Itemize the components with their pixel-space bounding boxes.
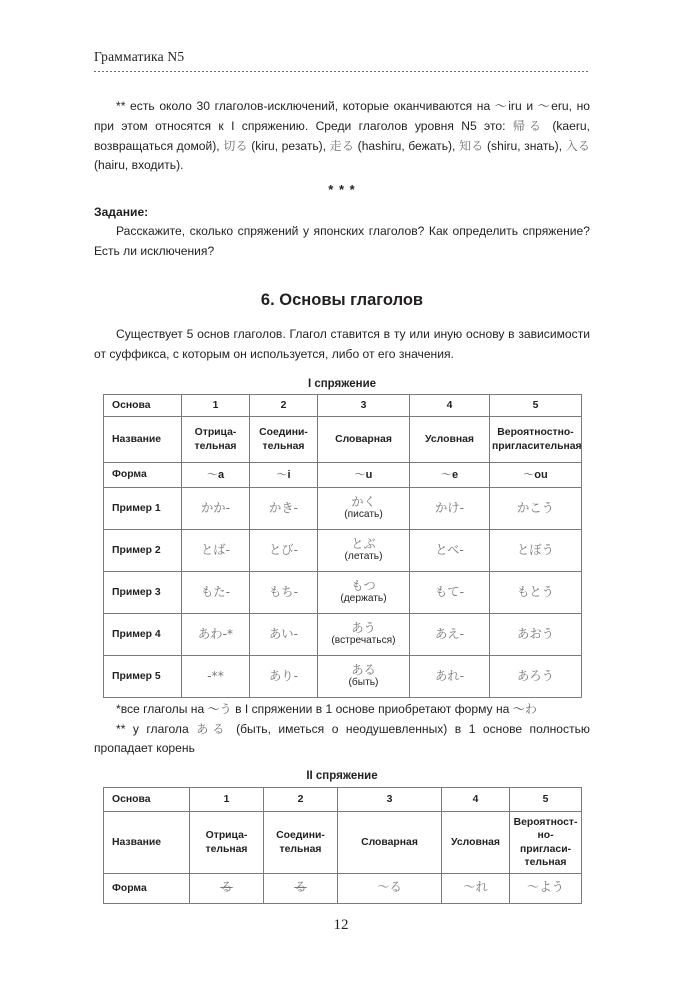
table-cell bbox=[490, 530, 582, 572]
cell-japanese: あれ- bbox=[434, 668, 465, 683]
note-line2b: (kaeru, bbox=[545, 118, 590, 133]
table-cell bbox=[490, 614, 582, 656]
column-number: 2 bbox=[250, 395, 318, 417]
table-cell bbox=[250, 572, 318, 614]
jp-hairu: 入る bbox=[565, 138, 590, 153]
table-cell bbox=[182, 656, 250, 698]
table-cell bbox=[190, 874, 264, 904]
row-label: Форма bbox=[104, 874, 190, 904]
fn1-jp-wa: わ bbox=[524, 702, 537, 716]
exceptions-note-paragraph bbox=[94, 97, 590, 176]
table-cell bbox=[410, 488, 490, 530]
note-line4a: (hairu, входить). bbox=[94, 158, 184, 173]
page-number: 12 bbox=[333, 917, 349, 933]
note-line3b: (kiru, резать), bbox=[247, 138, 330, 153]
column-name: Условная bbox=[442, 812, 510, 874]
table1-caption: I спряжение bbox=[307, 378, 377, 390]
fn1-b: в I спряжении в 1 основе приобретают форму на 〜 bbox=[231, 702, 525, 716]
cell-japanese: もち- bbox=[268, 584, 299, 599]
running-title: Грамматика N5 bbox=[94, 49, 185, 64]
table-row bbox=[104, 395, 582, 417]
note-line3d: (shiru, знать), bbox=[483, 138, 563, 153]
column-number: 1 bbox=[190, 788, 264, 812]
table-row bbox=[104, 530, 582, 572]
footnote-2 bbox=[94, 720, 590, 759]
cell-japanese: ある bbox=[351, 662, 376, 677]
column-number: 5 bbox=[510, 788, 582, 812]
table-cell bbox=[410, 463, 490, 488]
fn2-jp-aru: ある bbox=[196, 721, 229, 736]
cell-japanese: 〜よう bbox=[527, 880, 564, 895]
column-name: Словарная bbox=[338, 812, 442, 874]
table-cell bbox=[318, 614, 410, 656]
column-number: 3 bbox=[318, 395, 410, 417]
row-label: Пример 2 bbox=[104, 530, 182, 572]
table-row bbox=[104, 488, 582, 530]
column-number: 1 bbox=[182, 395, 250, 417]
table-row bbox=[104, 572, 582, 614]
cell-japanese: あえ- bbox=[434, 626, 465, 641]
row-label: Название bbox=[104, 417, 182, 463]
page-header bbox=[94, 50, 590, 72]
cell-japanese: あう bbox=[351, 620, 376, 635]
table-cell bbox=[182, 614, 250, 656]
table-row bbox=[104, 614, 582, 656]
table-cell bbox=[250, 463, 318, 488]
row-label: Пример 4 bbox=[104, 614, 182, 656]
table-cell bbox=[318, 488, 410, 530]
column-number: 2 bbox=[264, 788, 338, 812]
cell-japanese: -** bbox=[207, 668, 224, 683]
fn1-jp-u: う bbox=[219, 702, 232, 716]
cell-japanese: 〜る bbox=[377, 880, 402, 895]
column-number: 4 bbox=[442, 788, 510, 812]
cell-japanese: もつ bbox=[351, 578, 376, 593]
table-cell bbox=[338, 874, 442, 904]
cell-japanese: とび- bbox=[268, 542, 299, 557]
section-intro-paragraph: Существует 5 основ глаголов. Глагол ставится в ту или иную основу в зависимости от суффикса, с которым он используется, либо от его значения. bbox=[94, 327, 590, 361]
table-row bbox=[104, 656, 582, 698]
conjugation-1-table bbox=[103, 394, 582, 698]
cell-japanese: あい- bbox=[268, 626, 299, 641]
row-label: Название bbox=[104, 812, 190, 874]
cell-struck-japanese: る bbox=[294, 880, 307, 895]
table-row bbox=[104, 874, 582, 904]
note-line2a: но при этом относятся к I спряжению. Среди глаголов уровня N5 это: bbox=[94, 99, 590, 133]
table2-caption: II спряжение bbox=[306, 770, 378, 782]
table-cell bbox=[264, 874, 338, 904]
cell-form: 〜a bbox=[206, 467, 225, 481]
row-label: Пример 1 bbox=[104, 488, 182, 530]
cell-japanese: あおう bbox=[517, 626, 554, 641]
cell-form: 〜i bbox=[276, 467, 291, 481]
table-cell bbox=[318, 530, 410, 572]
note-line3c: (hashiru, бежать), bbox=[354, 138, 459, 153]
cell-form: 〜e bbox=[440, 467, 459, 481]
column-name: Соедини- тельная bbox=[264, 812, 338, 874]
fn2-a: ** у глагола bbox=[116, 721, 197, 736]
cell-japanese: かけ- bbox=[434, 500, 465, 515]
table-row bbox=[104, 463, 582, 488]
table-cell bbox=[182, 488, 250, 530]
row-label: Пример 5 bbox=[104, 656, 182, 698]
cell-japanese: もて- bbox=[434, 584, 465, 599]
column-name: Словарная bbox=[318, 417, 410, 463]
column-number: 3 bbox=[338, 788, 442, 812]
table-cell bbox=[318, 656, 410, 698]
asterisk-divider: * * * bbox=[328, 182, 356, 197]
cell-japanese: とぶ bbox=[351, 536, 376, 551]
cell-japanese: かく bbox=[351, 494, 376, 509]
column-name: Вероятност- но-пригласи- тельная bbox=[510, 812, 582, 874]
cell-japanese: あり- bbox=[268, 668, 299, 683]
page-title: 6. Основы глаголов bbox=[260, 291, 424, 309]
row-label: Основа bbox=[104, 788, 190, 812]
footnote-1 bbox=[94, 700, 590, 720]
table-cell bbox=[410, 530, 490, 572]
header-divider-rule bbox=[94, 71, 590, 72]
jp-kaeru: 帰る bbox=[512, 118, 545, 133]
table-cell bbox=[318, 572, 410, 614]
table-cell bbox=[490, 572, 582, 614]
cell-gloss: (быть) bbox=[348, 677, 379, 688]
table-cell bbox=[490, 463, 582, 488]
cell-gloss: (встречаться) bbox=[331, 635, 396, 646]
cell-japanese: とべ- bbox=[435, 542, 464, 557]
column-name: Условная bbox=[410, 417, 490, 463]
cell-struck-japanese: る bbox=[220, 880, 233, 895]
column-name: Соедини- тельная bbox=[250, 417, 318, 463]
cell-gloss: (летать) bbox=[344, 551, 383, 562]
note-line3a: возвращаться домой), bbox=[94, 138, 224, 153]
table-cell bbox=[182, 530, 250, 572]
table-cell bbox=[490, 488, 582, 530]
cell-form: 〜ou bbox=[523, 467, 548, 481]
table-cell bbox=[250, 530, 318, 572]
table-cell bbox=[410, 572, 490, 614]
cell-form: 〜u bbox=[354, 467, 373, 481]
table-cell bbox=[250, 656, 318, 698]
table-cell bbox=[250, 488, 318, 530]
column-number: 5 bbox=[490, 395, 582, 417]
cell-japanese: もた- bbox=[200, 584, 231, 599]
cell-japanese: かか- bbox=[200, 500, 231, 515]
table-cell bbox=[410, 656, 490, 698]
cell-japanese: もとう bbox=[517, 584, 554, 599]
task-label-text: Задание: bbox=[94, 205, 149, 219]
table-cell bbox=[510, 874, 582, 904]
table-row bbox=[104, 417, 582, 463]
table-row bbox=[104, 812, 582, 874]
cell-gloss: (писать) bbox=[344, 509, 383, 520]
table-cell bbox=[182, 463, 250, 488]
cell-japanese: かこう bbox=[517, 500, 554, 515]
table-cell bbox=[318, 463, 410, 488]
column-name: Вероятностно- пригласительная bbox=[490, 417, 582, 463]
cell-japanese: とば- bbox=[200, 542, 231, 557]
jp-hashiru: 走る bbox=[329, 138, 355, 153]
column-name: Отрица- тельная bbox=[190, 812, 264, 874]
table-cell bbox=[410, 614, 490, 656]
fn1-a: *все глаголы на 〜 bbox=[116, 702, 220, 716]
task-question: Расскажите, сколько спряжений у японских глаголов? Как определить спряжение? Есть ли исключения? bbox=[94, 224, 590, 258]
cell-japanese: あわ-* bbox=[197, 626, 234, 641]
column-number: 4 bbox=[410, 395, 490, 417]
jp-shiru: 知る bbox=[458, 138, 484, 153]
row-label: Основа bbox=[104, 395, 182, 417]
fn2-b: (быть, иметься о неодушевленных) в 1 основе полностью пропадает корень bbox=[94, 721, 590, 756]
table-cell bbox=[250, 614, 318, 656]
table1-body bbox=[104, 395, 582, 698]
table-cell bbox=[442, 874, 510, 904]
row-label: Форма bbox=[104, 463, 182, 488]
cell-japanese: 〜れ bbox=[463, 880, 488, 895]
table-row bbox=[104, 788, 582, 812]
table-cell bbox=[182, 572, 250, 614]
note-line1: ** есть около 30 глаголов-исключений, которые оканчиваются на 〜iru и 〜eru, bbox=[116, 99, 572, 113]
cell-gloss: (держать) bbox=[340, 593, 387, 604]
table-cell bbox=[490, 656, 582, 698]
cell-japanese: とぼう bbox=[517, 542, 554, 557]
table2-body bbox=[104, 788, 582, 904]
conjugation-2-table bbox=[103, 787, 582, 904]
jp-kiru: 切る bbox=[223, 138, 248, 153]
column-name: Отрица- тельная bbox=[182, 417, 250, 463]
table1-footnotes bbox=[94, 700, 590, 759]
cell-japanese: かき- bbox=[268, 500, 299, 515]
row-label: Пример 3 bbox=[104, 572, 182, 614]
cell-japanese: あろう bbox=[517, 668, 554, 683]
task-label bbox=[94, 203, 590, 223]
